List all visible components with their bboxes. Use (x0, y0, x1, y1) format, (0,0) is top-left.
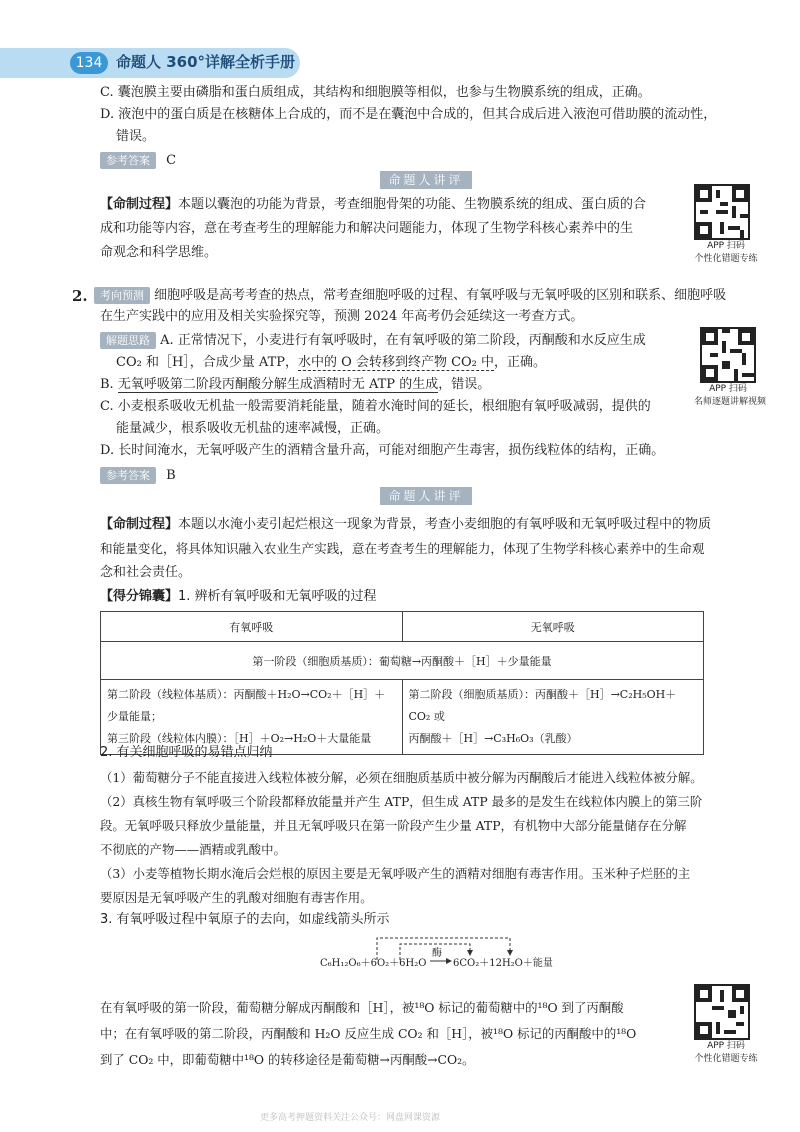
equation-products: 6CO₂＋12H₂O＋能量 (453, 958, 553, 969)
qr-code-icon[interactable] (694, 184, 750, 240)
option-a-line: A. 正常情况下，小麦进行有氧呼吸时，在有氧呼吸的第二阶段，丙酮酸和水反应生成 (160, 333, 646, 348)
section-banner: 命题人讲评 (380, 487, 472, 505)
table-header-anaerobic: 无氧呼吸 (402, 612, 704, 642)
process-label: 【命制过程】 (100, 197, 179, 212)
final-line: 在有氧呼吸的第一阶段，葡萄糖分解成丙酮酸和［H］，被¹⁸O 标记的葡萄糖中的¹⁸O 到了丙酮酸 (100, 1000, 624, 1015)
process-line: 念和社会责任。 (100, 565, 192, 580)
final-line: 到了 CO₂ 中，即葡萄糖中¹⁸O 的转移途径是葡萄糖→丙酮酸→CO₂。 (100, 1052, 475, 1067)
analysis-tag: 解题思路 (100, 332, 156, 349)
forecast-line: 细胞呼吸是高考考查的热点，常考查细胞呼吸的过程、有氧呼吸与无氧呼吸的区别和联系、细胞呼吸 (154, 288, 727, 303)
answer-value: B (166, 468, 176, 483)
question-number: 2. (72, 287, 88, 305)
q1-option-d-line2: 错误。 (116, 129, 156, 144)
equation-reactants: C₆H₁₂O₆＋6O₂＋6H₂O (320, 958, 427, 969)
option-a-line: ，正确。 (494, 355, 547, 370)
table-anaerobic-stages (402, 680, 704, 755)
process-line: 本题以水淹小麦引起烂根这一现象为背景，考查小麦细胞的有氧呼吸和无氧呼吸过程中的物质 (178, 517, 712, 532)
q2-answer-row (100, 465, 176, 487)
option-b-line: B. (100, 377, 118, 392)
process-line: 成和功能等内容，意在考查考生的理解能力和解决问题能力，体现了生物学科核心素养中的生 (100, 221, 634, 236)
table-header-aerobic: 有氧呼吸 (101, 612, 403, 642)
dashed-underline-text: 水中的 O 会转移到终产物 CO₂ 中 (298, 355, 495, 370)
qr-caption: 名师逐题讲解视频 (694, 397, 767, 407)
qr-caption: APP 扫码 (707, 1041, 745, 1051)
answer-value: C (166, 153, 177, 168)
footer-watermark: 更多高考押题资料关注公众号：网盘网课资源 (260, 1113, 441, 1123)
score-label: 【得分锦囊】 (100, 589, 179, 604)
point2-body (100, 766, 790, 910)
answer-tag: 参考答案 (100, 152, 156, 169)
point2-line: 段。无氧呼吸只释放少量能量，并且无氧呼吸只在第一阶段产生少量 ATP，有机物中大部分能量储存在分解 (100, 818, 687, 833)
final-line: 中；在有氧呼吸的第二阶段，丙酮酸和 H₂O 反应生成 CO₂ 和［H］，被¹⁸O 标记的丙酮酸中的¹⁸O (100, 1026, 637, 1041)
q2-analysis (100, 330, 680, 396)
process-label: 【命制过程】 (100, 517, 179, 532)
qr-block[interactable] (694, 984, 758, 1066)
process-line: 本题以囊泡的功能为背景，考查细胞骨架的功能、生物膜系统的组成、蛋白质的合 (178, 197, 647, 212)
option-a-line: CO₂ 和［H］，合成少量 ATP， (116, 355, 299, 370)
table-cell-line: 第二阶段（线粒体基质）：丙酮酸＋H₂O→CO₂＋［H］＋少量能量； (107, 688, 386, 723)
option-b-line: ，错误。 (438, 377, 491, 392)
q1-process (100, 193, 680, 265)
q1-answer-row (100, 150, 176, 172)
q2-forecast (94, 285, 774, 307)
qr-code-icon[interactable] (694, 984, 750, 1040)
q1-option-c: C. 囊泡膜主要由磷脂和蛋白质组成，其结构和细胞膜等相似，也参与生物膜系统的组成，正确。 (100, 85, 651, 100)
underline-text: 无氧呼吸第二阶段丙酮酸分解生成酒精时无 ATP 的生成 (117, 377, 439, 392)
table-cell-line: 丙酮酸＋［H］→C₃H₆O₃（乳酸） (408, 732, 578, 745)
q1-option-d-line1: D. 液泡中的蛋白质是在核糖体上合成的，而不是在囊泡中合成的，但其合成后进入液泡可借助膜的流动性， (100, 107, 717, 122)
equation-enzyme: 酶 (432, 948, 442, 959)
qr-caption: 个性化错题专练 (694, 1054, 758, 1064)
forecast-line: 在生产实践中的应用及相关实验探究等，预测 2024 年高考仍会延续这一考查方式。 (100, 309, 584, 324)
point2-line: 要原因是无氧呼吸产生的乳酸对细胞有毒害作用。 (100, 890, 373, 905)
qr-code-icon[interactable] (700, 327, 756, 383)
respiration-table (100, 611, 704, 755)
point2-line: （1）葡萄糖分子不能直接进入线粒体被分解，必须在细胞质基质中被分解为丙酮酸后才能进入线粒体被分解。 (100, 770, 703, 785)
qr-caption: APP 扫码 (707, 241, 745, 251)
option-c-line: 能量减少，根系吸收无机盐的速率减慢，正确。 (116, 421, 390, 436)
page-number: 134 (75, 55, 103, 71)
point3-title: 3. 有氧呼吸过程中氧原子的去向，如虚线箭头所示 (100, 912, 390, 927)
point2-title: 2. 有关细胞呼吸的易错点归纳 (100, 745, 273, 760)
score-title-row (100, 585, 377, 609)
table-cell-line: 第三阶段（线粒体内膜）：［H］＋O₂→H₂O＋大量能量 (107, 732, 372, 745)
process-line: 和能量变化，将具体知识融入农业生产实践，意在考查考生的理解能力，体现了生物学科核心素养中的生命观 (100, 541, 705, 556)
final-paragraph (100, 995, 690, 1073)
table-stage1: 第一阶段（细胞质基质）：葡萄糖→丙酮酸＋［H］＋少量能量 (101, 642, 704, 680)
qr-block[interactable] (694, 327, 798, 409)
process-line: 命观念和科学思维。 (100, 245, 218, 260)
point2-line: （2）真核生物有氧呼吸三个阶段都释放能量并产生 ATP，但生成 ATP 最多的是发生在线粒体内膜上的第三阶 (100, 794, 703, 809)
option-d-line: D. 长时间淹水，无氧呼吸产生的酒精含量升高，可能对细胞产生毒害，损伤线粒体的结构，正确。 (100, 443, 665, 458)
section-banner: 命题人讲评 (380, 171, 472, 189)
qr-caption: APP 扫码 (709, 384, 747, 394)
book-title: 命题人 360°详解全析手册 (116, 53, 296, 71)
forecast-tag: 考向预测 (94, 287, 150, 304)
score-title: 1. 辨析有氧呼吸和无氧呼吸的过程 (178, 589, 377, 604)
option-c-line: C. 小麦根系吸收无机盐一般需要消耗能量，随着水淹时间的延长，根细胞有氧呼吸减弱，提供的 (100, 399, 651, 414)
oxygen-flow-diagram (320, 930, 560, 980)
table-cell-line: 第二阶段（细胞质基质）：丙酮酸＋［H］→C₂H₅OH＋CO₂ 或 (408, 688, 677, 723)
q2-process (100, 513, 790, 585)
point2-line: （3）小麦等植物长期水淹后会烂根的原因主要是无氧呼吸产生的酒精对细胞有毒害作用。玉米种子烂胚的主 (100, 866, 691, 881)
qr-caption: 个性化错题专练 (694, 254, 758, 264)
point2-line: 不彻底的产物——酒精或乳酸中。 (100, 842, 286, 857)
answer-tag: 参考答案 (100, 467, 156, 484)
qr-block[interactable] (694, 184, 758, 266)
